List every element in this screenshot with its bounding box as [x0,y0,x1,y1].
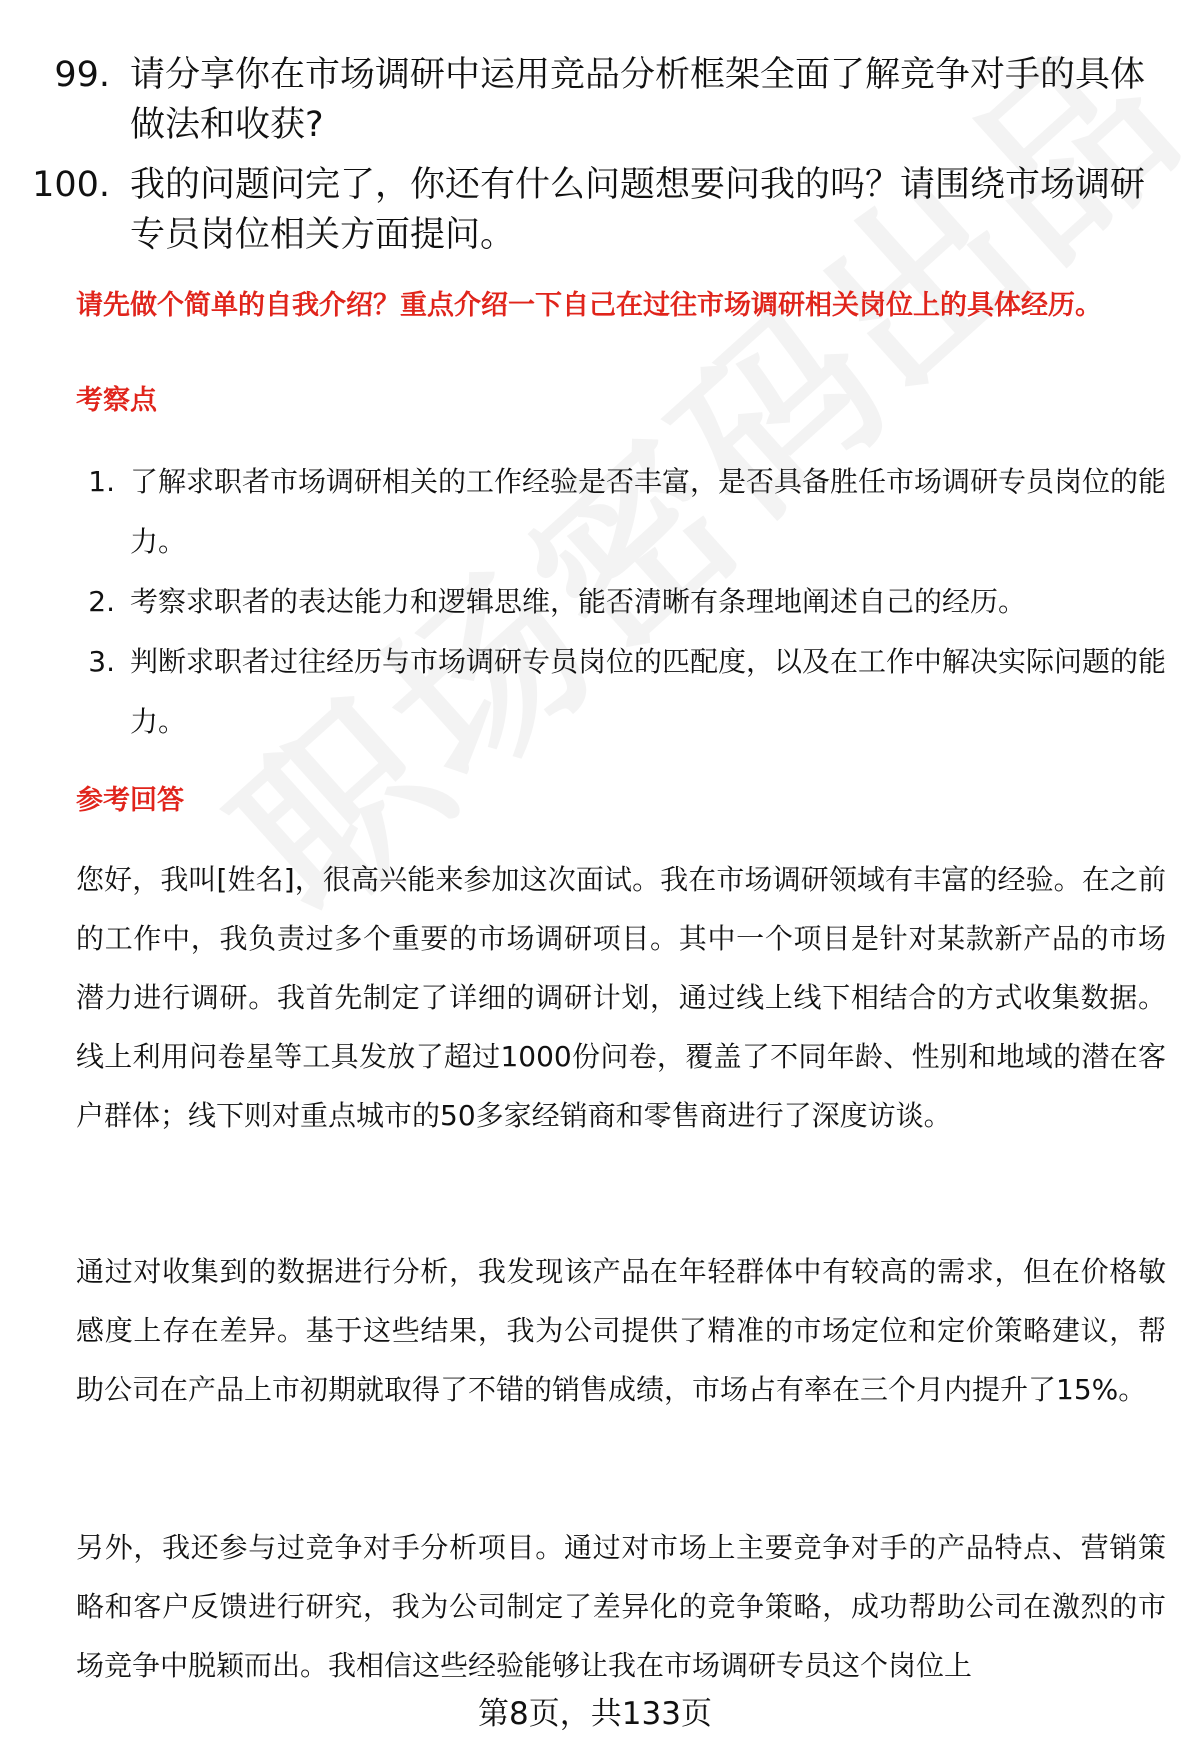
assessment-item-number: 2. [88,585,115,618]
assessment-heading: 考察点 [76,385,157,416]
question-number: 99. [54,55,110,95]
answer-paragraph: 通过对收集到的数据进行分析，我发现该产品在年轻群体中有较高的需求，但在价格敏感度上存在差异。基于这些结果，我为公司提供了精准的市场定位和定价策略建议，帮助公司在产品上市初期就取得了不错的销售成绩，市场占有率在三个月内提升了15%。 [76,1255,1166,1406]
assessment-item-number: 1. [88,465,115,498]
assessment-item-text: 判断求职者过往经历与市场调研专员岗位的匹配度，以及在工作中解决实际问题的能力。 [130,645,1167,738]
assessment-item-text: 考察求职者的表达能力和逻辑思维，能否清晰有条理地阐述自己的经历。 [130,585,1027,618]
answer-paragraph: 您好，我叫[姓名]，很高兴能来参加这次面试。我在市场调研领域有丰富的经验。在之前的工作中，我负责过多个重要的市场调研项目。其中一个项目是针对某款新产品的市场潜力进行调研。我首先制定了详细的调研计划，通过线上线下相结合的方式收集数据。线上利用问卷星等工具发放了超过1000份问卷，覆盖了不同年龄、性别和地域的潜在客户群体；线下则对重点城市的50多家经销商和零售商进行了深度访谈。 [76,863,1166,1132]
answer-paragraph: 另外，我还参与过竞争对手分析项目。通过对市场上主要竞争对手的产品特点、营销策略和客户反馈进行研究，我为公司制定了差异化的竞争策略，成功帮助公司在激烈的市场竞争中脱颖而出。我相信这些经验能够让我在市场调研专员这个岗位上 [76,1531,1166,1682]
question-number: 100. [32,165,110,205]
main-question-title: 请先做个简单的自我介绍？重点介绍一下自己在过往市场调研相关岗位上的具体经历。 [76,290,1102,321]
assessment-item-number: 3. [88,645,115,678]
question-text: 我的问题问完了，你还有什么问题想要问我的吗？请围绕市场调研专员岗位相关方面提问。 [130,165,1146,255]
page-footer: 第8页，共133页 [478,1696,712,1732]
reference-answer-heading: 参考回答 [76,785,184,816]
assessment-item-text: 了解求职者市场调研相关的工作经验是否丰富，是否具备胜任市场调研专员岗位的能力。 [130,465,1167,558]
question-text: 请分享你在市场调研中运用竞品分析框架全面了解竞争对手的具体做法和收获? [130,55,1146,145]
